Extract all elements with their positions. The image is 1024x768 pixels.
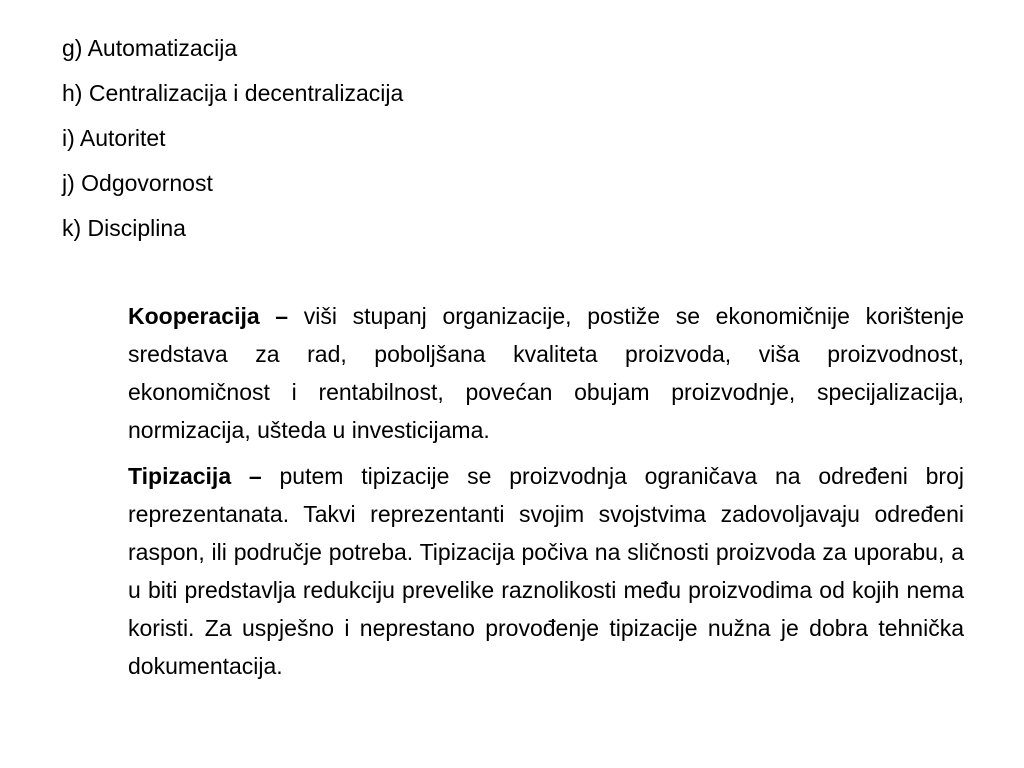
list-item: k) Disciplina — [62, 215, 186, 241]
list-item: j) Odgovornost — [62, 170, 213, 196]
definition-tipizacija — [128, 457, 964, 685]
definition-kooperacija — [128, 297, 964, 449]
definition-text: viši stupanj organizacije, postiže se ekonomičnije korištenje sredstava za rad, poboljšana kvaliteta proizvoda, viša proizvodnost, ekonomičnost i rentabilnost, povećan obujam proizvodnje, specijalizacija, normizacija, ušteda u investicijama. — [128, 303, 964, 443]
principles-list — [62, 26, 962, 251]
definition-term: Tipizacija – — [128, 463, 262, 489]
list-item: i) Autoritet — [62, 125, 166, 151]
definition-term: Kooperacija – — [128, 303, 289, 329]
definition-text: putem tipizacije se proizvodnja ograničava na određeni broj reprezentanata. Takvi reprezentanti svojim svojstvima zadovoljavaju određeni raspon, ili područje potreba. Tipizacija počiva na sličnosti proizvoda za uporabu, a u biti predstavlja redukciju prevelike raznolikosti među proizvodima od kojih nema koristi. Za uspješno i neprestano provođenje tipizacije nužna je dobra tehnička dokumentacija. — [128, 463, 964, 679]
definitions — [128, 297, 964, 693]
list-item: g) Automatizacija — [62, 35, 238, 61]
list-item: h) Centralizacija i decentralizacija — [62, 80, 404, 106]
